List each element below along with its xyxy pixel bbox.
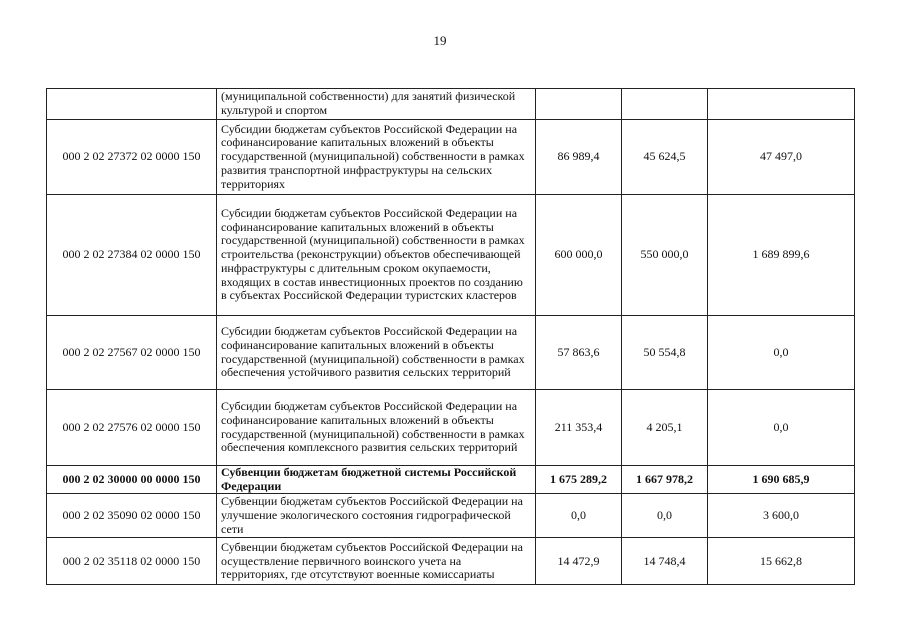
budget-code: 000 2 02 27372 02 0000 150 (47, 120, 217, 195)
income-name: Субсидии бюджетам субъектов Российской Федерации на софинансирование капитальных вложений в объекты государственной (муниципальной) собственности в рамках развития транспортной инфраструктуры на сельских территориях (217, 120, 536, 195)
income-name: Субвенции бюджетам бюджетной системы Российской Федерации (217, 466, 536, 494)
amount-year-2: 1 667 978,2 (622, 466, 708, 494)
amount-year-3: 0,0 (708, 390, 855, 466)
table-row (47, 120, 855, 195)
income-name: (муниципальной собственности) для занятий физической культурой и спортом (217, 89, 536, 120)
budget-code: 000 2 02 35118 02 0000 150 (47, 538, 217, 585)
income-name: Субсидии бюджетам субъектов Российской Федерации на софинансирование капитальных вложений в объекты государственной (муниципальной) собственности в рамках обеспечения комплексного развития сельских территорий (217, 390, 536, 466)
amount-year-3: 1 689 899,6 (708, 195, 855, 316)
amount-year-3: 1 690 685,9 (708, 466, 855, 494)
amount-year-1: 211 353,4 (536, 390, 622, 466)
table-row (47, 390, 855, 466)
amount-year-1: 14 472,9 (536, 538, 622, 585)
amount-year-3 (708, 89, 855, 120)
budget-table (46, 88, 855, 585)
table-row (47, 316, 855, 390)
income-name: Субсидии бюджетам субъектов Российской Федерации на софинансирование капитальных вложений в объекты государственной (муниципальной) собственности в рамках обеспечения устойчивого развития сельских территорий (217, 316, 536, 390)
amount-year-2: 50 554,8 (622, 316, 708, 390)
table-row (47, 195, 855, 316)
amount-year-2 (622, 89, 708, 120)
budget-code: 000 2 02 30000 00 0000 150 (47, 466, 217, 494)
amount-year-2: 14 748,4 (622, 538, 708, 585)
budget-code: 000 2 02 35090 02 0000 150 (47, 494, 217, 538)
amount-year-1: 1 675 289,2 (536, 466, 622, 494)
amount-year-2: 4 205,1 (622, 390, 708, 466)
amount-year-3: 3 600,0 (708, 494, 855, 538)
income-name: Субвенции бюджетам субъектов Российской Федерации на улучшение экологического состояния гидрографической сети (217, 494, 536, 538)
budget-code: 000 2 02 27576 02 0000 150 (47, 390, 217, 466)
amount-year-2: 550 000,0 (622, 195, 708, 316)
income-name: Субсидии бюджетам субъектов Российской Федерации на софинансирование капитальных вложений в объекты государственной (муниципальной) собственности в рамках строительства (реконструкции) объектов обеспечивающей инфраструктуры с длительным сроком окупаемости, входящих в состав инвестиционных проектов по созданию в субъектах Российской Федерации туристских кластеров (217, 195, 536, 316)
page-number: 19 (433, 33, 447, 48)
amount-year-1: 57 863,6 (536, 316, 622, 390)
amount-year-1 (536, 89, 622, 120)
budget-code: 000 2 02 27567 02 0000 150 (47, 316, 217, 390)
amount-year-3: 15 662,8 (708, 538, 855, 585)
budget-code (47, 89, 217, 120)
amount-year-2: 45 624,5 (622, 120, 708, 195)
income-name: Субвенции бюджетам субъектов Российской Федерации на осуществление первичного воинского учета на территориях, где отсутствуют военные комиссариаты (217, 538, 536, 585)
amount-year-2: 0,0 (622, 494, 708, 538)
amount-year-1: 600 000,0 (536, 195, 622, 316)
table-row (47, 89, 855, 120)
amount-year-1: 0,0 (536, 494, 622, 538)
table-row (47, 466, 855, 494)
budget-code: 000 2 02 27384 02 0000 150 (47, 195, 217, 316)
amount-year-1: 86 989,4 (536, 120, 622, 195)
table-row (47, 538, 855, 585)
amount-year-3: 47 497,0 (708, 120, 855, 195)
budget-table-body (47, 89, 855, 585)
table-row (47, 494, 855, 538)
amount-year-3: 0,0 (708, 316, 855, 390)
